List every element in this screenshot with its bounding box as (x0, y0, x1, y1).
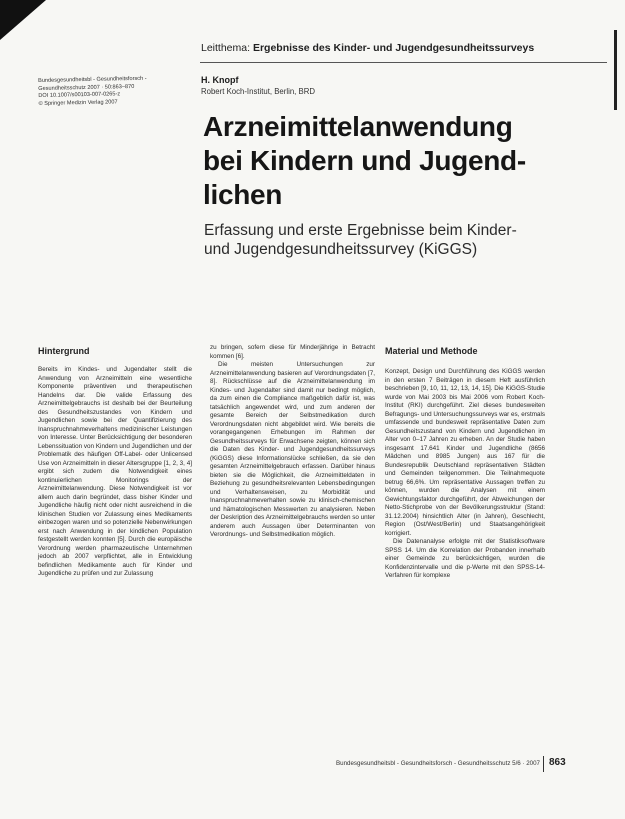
paragraph: Die meisten Untersuchungen zur Arzneimittelanwendung basieren auf Verordnungsdaten [7, 8]. Rückschlüsse auf die Arzneimittelanwendung im Kindes- und Jugendalter sind damit nur bedingt möglich, da zum einen die Compliance maßgeblich dafür ist, was tatsächlich angewendet wird, und zum anderen der gesamte Bereich der Selbstmedikation durch Verordnungsdaten nicht abgebildet wird. Wie bereits die vorangegangenen Erhebungen im Rahmen der Gesundheitssurveys für Erwachsene zeigten, können sich die Daten des Kinder- und Jugendgesundheitssurveys (KiGGS) diese Informationslücke schließen, da sie den gesamten Arzneimittelgebrauch erfassen. Darüber hinaus bieten sie die Möglichkeit, die Arzneimitteldaten in Beziehung zu gesundheitsrelevanten Lebensbedingungen und Verhaltensweisen, zu Morbidität und Inanspruchnahmeverhalten sowie zu klinisch-chemischen und hämatologischen Messwerten zu analysieren. Neben der Deskription des Arzneimittelgebrauchs werden so unter anderem auch Aussagen über Determinanten von Verordnungs- und Selbstmedikation möglich. (210, 361, 375, 538)
body-column-left (38, 366, 192, 579)
body-column-middle (210, 344, 375, 540)
paragraph: Bereits im Kindes- und Jugendalter stellt die Anwendung von Arzneimitteln eine wesentliche Komponente präventiven und therapeutischen Handelns dar. Die valide Erfassung des Arzneimittelgebrauchs ist deshalb bei der Beurteilung des Gesundheitszustandes von Kindern und Jugendlichen sowie bei der Quantifizierung des Inanspruchnahmeverhaltens medizinischer Leistungen von Interesse. Unter Berücksichtigung der besonderen Lebenssituation von Kindern und Jugendlichen und der Problematik des häufigen Off-Label- oder Unlicensed Use von Arzneimitteln in dieser Altersgruppe [1, 2, 3, 4] ergibt sich zudem die Notwendigkeit eines kontinuierlichen Monitorings der Arzneimittelanwendung. Diese Notwendigkeit ist vor allem auch darin begründet, dass bisher Kinder und Jugendliche häufig nicht oder nicht ausreichend in die klinischen Studien vor Zulassung eines Medikaments einbezogen waren und so potenzielle Nebenwirkungen erst nach Anwendung in der kindlichen Population festgestellt werden konnten [5]. Durch die europäische Verordnung werden pharmazeutische Unternehmen jedoch ab 2007 verpflichtet, alle in Entwicklung befindlichen Medikamente auch für Kinder und Jugendliche zu prüfen und zur Zulassung (38, 366, 192, 577)
title-line: bei Kindern und Jugend- (203, 145, 526, 176)
paragraph: zu bringen, sofern diese für Minderjährige in Betracht kommen [6]. (210, 344, 375, 360)
author-affiliation: Robert Koch-Institut, Berlin, BRD (201, 87, 315, 96)
article-subtitle (204, 221, 584, 259)
imprint-line: Gesundheitsschutz 2007 · 50:863–870 (38, 83, 135, 92)
imprint-block (38, 75, 189, 109)
paragraph: Die Datenanalyse erfolgte mit der Statistiksoftware SPSS 14. Um die Korrelation der Probanden innerhalb einer Gemeinde zu berücksichtigen, wurden die Konfidenzintervalle und die p-Werte mit den SPSS-14-Verfahren für komplexe (385, 538, 545, 579)
header-prefix: Leitthema: (201, 42, 253, 54)
title-line: lichen (203, 179, 283, 210)
body-column-right (385, 368, 545, 581)
header-topic: Ergebnisse des Kinder- und Jugendgesundheitssurveys (252, 42, 535, 54)
scan-corner-mark (0, 0, 46, 40)
running-header (201, 42, 534, 54)
subtitle-line: Erfassung und erste Ergebnisse beim Kinder- (204, 222, 517, 239)
footer-divider (543, 756, 544, 772)
article-title (203, 110, 583, 212)
subtitle-line: und Jugendgesundheitssurvey (KiGGS) (204, 241, 478, 258)
footer-journal: Bundesgesundheitsbl - Gesundheitsforsch - Gesundheitsschutz 5/6 · 2007 (336, 760, 540, 767)
header-rule (200, 62, 607, 63)
imprint-line: Bundesgesundheitsbl - Gesundheitsforsch - (38, 75, 147, 84)
paragraph: Konzept, Design und Durchführung des KiGGS werden in den ersten 7 Beiträgen in diesem Heft ausführlich beschrieben [9, 10, 11, 12, 13, 14, 15]. Die KiGGS-Studie wurde von Mai 2003 bis Mai 2006 vom Robert Koch-Institut (RKI) durchgeführt. Ziel dieses bundesweiten Befragungs- und Untersuchungssurveys war es, erstmals umfassende und bundesweit repräsentative Daten zum Gesundheitszustand von Kindern und Jugendlichen im Alter von 0–17 Jahren zu erheben. An der Studie haben insgesamt 17.641 Kinder und Jugendliche (8656 Mädchen und 8985 Jungen) aus 167 für die Bundesrepublik Deutschland repräsentativen Städten und Gemeinden teilgenommen. Die Teilnahmequote betrug 66,6%. Um repräsentative Aussagen treffen zu können, wurden die Analysen mit einem Gewichtungsfaktor durchgeführt, der Abweichungen der Netto-Stichprobe von der Bevölkerungsstruktur (Stand: 31.12.2004) hinsichtlich Alter (in Jahren), Geschlecht, Region (Ost/West/Berlin) und Staatsangehörigkeit korrigiert. (385, 368, 545, 537)
title-line: Arzneimittelanwendung (203, 111, 513, 142)
section-heading-methods: Material und Methode (385, 346, 478, 356)
section-heading-background: Hintergrund (38, 346, 90, 356)
page-number: 863 (549, 757, 566, 768)
imprint-line: DOI 10.1007/s00103-007-0265-z (38, 91, 121, 100)
scan-edge-mark (614, 30, 617, 110)
author-name: H. Knopf (201, 75, 239, 85)
imprint-line: © Springer Medizin Verlag 2007 (38, 99, 118, 107)
